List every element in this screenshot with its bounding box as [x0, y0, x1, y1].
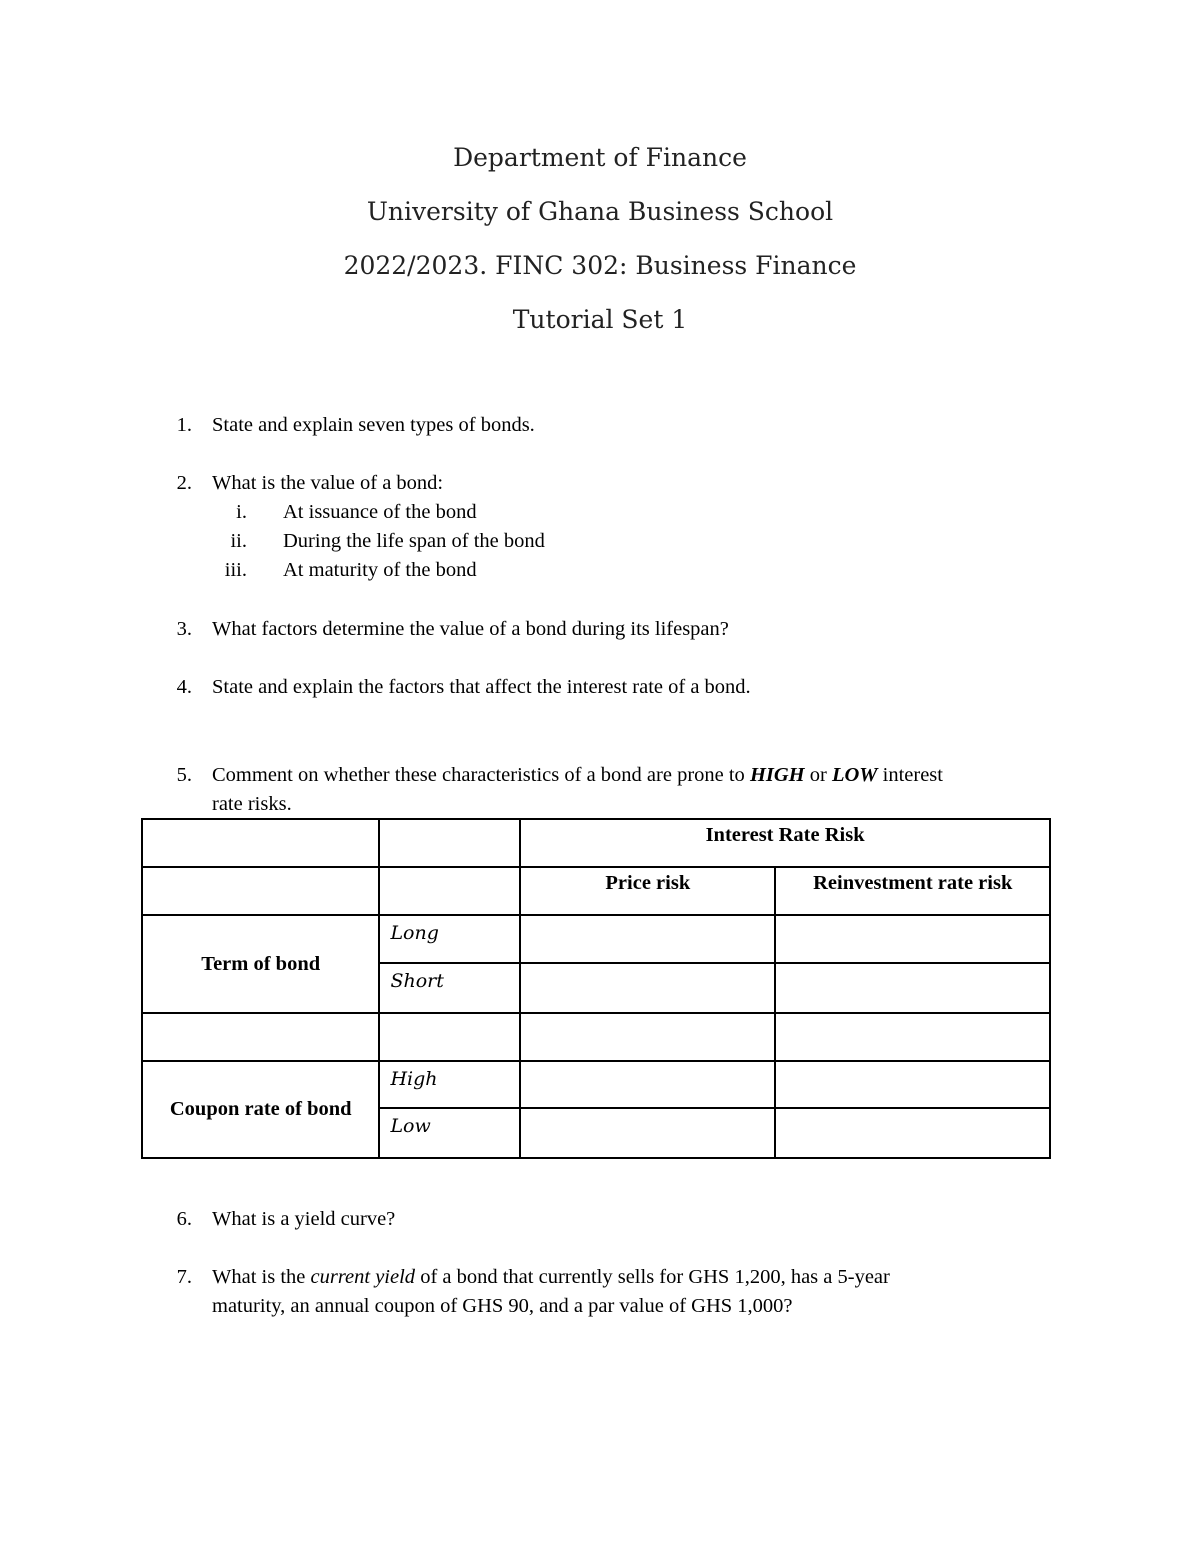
table-cell — [142, 867, 379, 915]
question-number: 1. — [176, 414, 192, 436]
table-cell — [520, 1013, 775, 1061]
sub-question-number: i. — [236, 501, 247, 523]
sub-question-text: At issuance of the bond — [283, 501, 477, 523]
table-cell — [379, 867, 520, 915]
answer-cell[interactable] — [775, 963, 1050, 1013]
answer-cell[interactable] — [520, 1108, 775, 1158]
table-cell — [379, 819, 520, 867]
price-risk-header: Price risk — [520, 867, 775, 915]
question-text: Comment on whether these characteristics of a bond are prone to HIGH or LOW interest — [212, 764, 943, 786]
university-title: University of Ghana Business School — [366, 197, 834, 226]
question-text: rate risks. — [212, 793, 292, 815]
question-number: 4. — [176, 676, 192, 698]
sub-question-number: ii. — [230, 530, 247, 552]
coupon-rate-of-bond-label: Coupon rate of bond — [142, 1061, 379, 1158]
interest-rate-risk-table — [141, 818, 1051, 1159]
question-number: 3. — [176, 618, 192, 640]
answer-cell[interactable] — [775, 1108, 1050, 1158]
sub-question-text: At maturity of the bond — [283, 559, 477, 581]
question-number: 2. — [176, 472, 192, 494]
table-cell — [775, 1013, 1050, 1061]
current-yield-emphasis: current yield — [310, 1266, 416, 1288]
sub-question-text: During the life span of the bond — [283, 530, 545, 552]
reinvestment-rate-risk-header: Reinvestment rate risk — [775, 867, 1050, 915]
answer-cell[interactable] — [520, 963, 775, 1013]
question-text: What is the value of a bond: — [212, 472, 444, 494]
department-title: Department of Finance — [453, 143, 747, 172]
table-cell — [142, 819, 379, 867]
coupon-option-high: High — [379, 1061, 520, 1108]
question-text: What is the current yield of a bond that currently sells for GHS 1,200, has a 5-year — [212, 1266, 890, 1288]
question-text: State and explain the factors that affect the interest rate of a bond. — [212, 676, 751, 698]
answer-cell[interactable] — [775, 1061, 1050, 1108]
low-emphasis: LOW — [831, 764, 878, 786]
question-number: 7. — [176, 1266, 192, 1288]
term-option-long: Long — [379, 915, 520, 963]
answer-cell[interactable] — [775, 915, 1050, 963]
question-number: 6. — [176, 1208, 192, 1230]
high-emphasis: HIGH — [749, 764, 805, 786]
tutorial-title: Tutorial Set 1 — [512, 305, 688, 334]
interest-rate-risk-header: Interest Rate Risk — [520, 819, 1050, 867]
question-number: 5. — [176, 764, 192, 786]
question-text: maturity, an annual coupon of GHS 90, and a par value of GHS 1,000? — [212, 1295, 793, 1317]
table-cell — [379, 1013, 520, 1061]
course-title: 2022/2023. FINC 302: Business Finance — [343, 251, 857, 280]
answer-cell[interactable] — [520, 1061, 775, 1108]
coupon-option-low: Low — [379, 1108, 520, 1158]
answer-cell[interactable] — [520, 915, 775, 963]
question-text: What is a yield curve? — [212, 1208, 396, 1230]
sub-question-number: iii. — [224, 559, 247, 581]
question-text: State and explain seven types of bonds. — [212, 414, 535, 436]
question-text: What factors determine the value of a bond during its lifespan? — [212, 618, 729, 640]
table-cell — [142, 1013, 379, 1061]
term-option-short: Short — [379, 963, 520, 1013]
term-of-bond-label: Term of bond — [142, 915, 379, 1013]
